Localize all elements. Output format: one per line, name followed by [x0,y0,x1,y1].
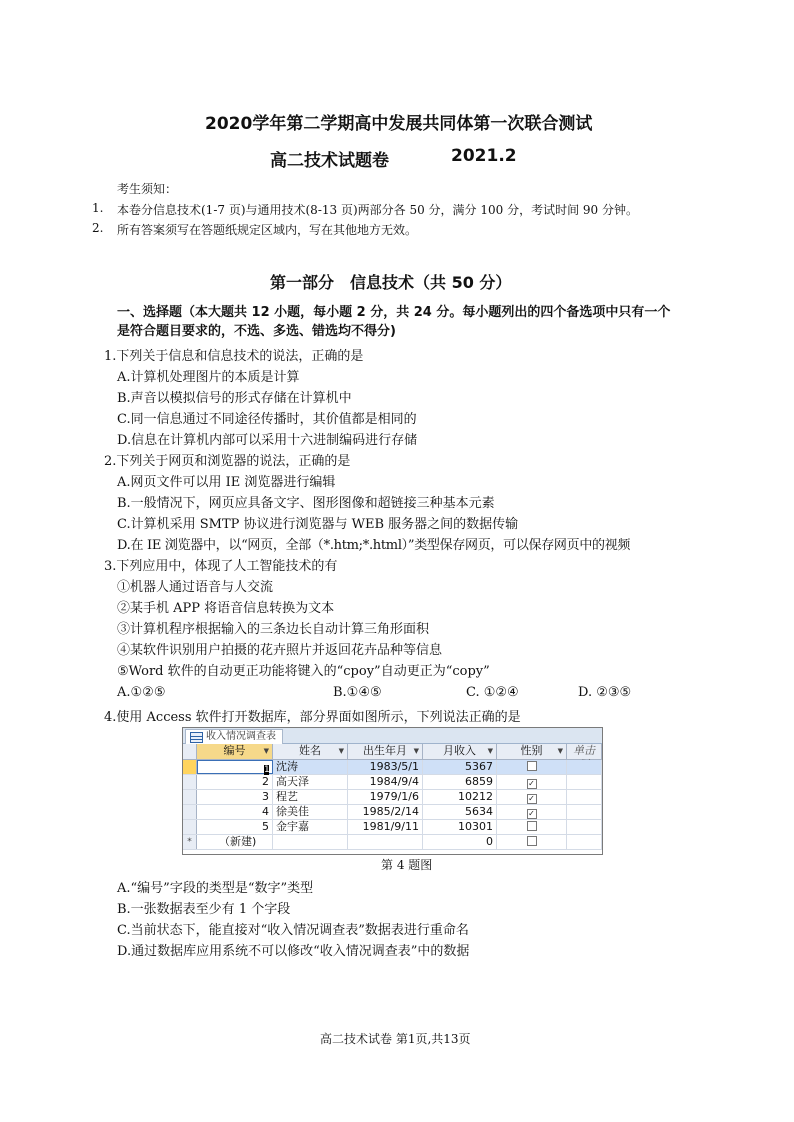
cell-add-field[interactable] [567,805,602,819]
cell-birth[interactable]: 1984/9/4 [348,775,423,789]
cell-birth[interactable]: 1983/5/1 [348,760,423,774]
cell-add-field[interactable] [567,775,602,789]
access-tab-bar [183,728,602,744]
cell-name[interactable]: 徐美佳 [273,805,348,819]
cell-income[interactable]: 10212 [423,790,497,804]
notice-num-2: 2. [92,221,104,235]
cell-add-field[interactable] [567,835,602,849]
q3-stem: 3.下列应用中，体现了人工智能技术的有 [104,559,338,574]
table-row[interactable] [183,775,602,790]
cell-id[interactable]: 2 [197,775,273,789]
cell-income[interactable]: 5634 [423,805,497,819]
figure-caption: 第 4 题图 [381,858,433,872]
q1-option-b: B.声音以模拟信号的形式存储在计算机中 [117,391,352,406]
cell-name[interactable]: 高天泽 [273,775,348,789]
cell-gender[interactable] [497,820,567,834]
cell-id[interactable]: 3 [197,790,273,804]
column-header-gender[interactable]: 性别 ▼ [497,744,567,759]
cell-birth[interactable]: 1979/1/6 [348,790,423,804]
q4-option-a: A.“编号”字段的类型是“数字”类型 [117,881,314,896]
cell-id[interactable]: 4 [197,805,273,819]
cell-new-label[interactable]: （新建) [197,835,273,849]
table-row[interactable] [183,790,602,805]
exam-subtitle: 高二技术试题卷 [270,151,389,171]
gender-checkbox[interactable] [527,836,537,846]
gender-checkbox[interactable]: ✓ [528,779,535,788]
new-record-marker: * [183,835,197,849]
sort-dropdown-icon: ▼ [263,747,269,755]
q3-item-3: ③计算机程序根据输入的三条边长自动计算三角形面积 [117,622,430,637]
access-table-tab[interactable] [185,729,283,744]
record-selector[interactable] [183,820,197,834]
q3-option-b: B.①④⑤ [333,685,382,700]
table-icon [190,732,203,743]
cell-gender[interactable] [497,790,567,804]
gender-checkbox[interactable] [527,821,537,831]
column-header-birth[interactable]: 出生年月 ▼ [348,744,423,759]
sort-dropdown-icon: ▼ [487,747,493,755]
record-selector[interactable] [183,760,197,774]
record-selector[interactable] [183,775,197,789]
datasheet-header-row [183,744,602,760]
section-heading-line1: 一、选择题（本大题共 12 小题，每小题 2 分，共 24 分。每小题列出的四个备选项中只有一个 [117,305,671,320]
column-header-name[interactable]: 姓名 ▼ [273,744,348,759]
cell-name[interactable]: 沈涛 [273,760,348,774]
exam-title: 2020学年第二学期高中发展共同体第一次联合测试 [205,114,593,134]
new-record-row[interactable] [183,835,602,850]
q1-stem: 1.下列关于信息和信息技术的说法，正确的是 [104,349,364,364]
q2-option-c: C.计算机采用 SMTP 协议进行浏览器与 WEB 服务器之间的数据传输 [117,517,519,532]
cell-birth[interactable]: 1981/9/11 [348,820,423,834]
cell-name[interactable]: 程艺 [273,790,348,804]
q1-option-a: A.计算机处理图片的本质是计算 [117,370,300,385]
q3-item-4: ④某软件识别用户拍摄的花卉照片并返回花卉品种等信息 [117,643,443,658]
notice-num-1: 1. [92,201,104,215]
notice-label: 考生须知： [117,182,178,196]
cell-add-field[interactable] [567,760,602,774]
cell-name[interactable] [273,835,348,849]
cell-gender[interactable] [497,760,567,774]
gender-checkbox[interactable] [527,761,537,771]
column-header-income[interactable]: 月收入 ▼ [423,744,497,759]
cell-name[interactable]: 金宇嘉 [273,820,348,834]
notice-item-1: 本卷分信息技术(1-7 页)与通用技术(8-13 页)两部分各 50 分，满分 100 分，考试时间 90 分钟。 [117,203,638,217]
cell-birth[interactable]: 1985/2/14 [348,805,423,819]
cell-gender[interactable] [497,835,567,849]
sort-dropdown-icon: ▼ [413,747,419,755]
cell-add-field[interactable] [567,820,602,834]
column-header-add-field[interactable]: 单击 [567,744,602,759]
gender-checkbox[interactable]: ✓ [528,794,535,803]
q3-item-2: ②某手机 APP 将语音信息转换为文本 [117,601,335,616]
table-row[interactable] [183,805,602,820]
exam-date: 2021.2 [451,146,517,166]
q3-item-1: ①机器人通过语音与人交流 [117,580,274,595]
q3-option-c: C. ①②④ [466,685,519,700]
q4-option-c: C.当前状态下，能直接对“收入情况调查表”数据表进行重命名 [117,923,469,938]
cell-id[interactable]: 5 [197,820,273,834]
cell-gender[interactable] [497,805,567,819]
q4-option-d: D.通过数据库应用系统不可以修改“收入情况调查表”中的数据 [117,944,470,959]
column-header-id[interactable]: 编号 ▼ [197,744,273,759]
q3-option-d: D. ②③⑤ [578,685,632,700]
table-row[interactable] [183,820,602,835]
q1-option-d: D.信息在计算机内部可以采用十六进制编码进行存储 [117,433,418,448]
q2-option-b: B.一般情况下，网页应具备文字、图形图像和超链接三种基本元素 [117,496,495,511]
record-selector[interactable] [183,790,197,804]
cell-income[interactable]: 5367 [423,760,497,774]
record-selector[interactable] [183,805,197,819]
q4-option-b: B.一张数据表至少有 1 个字段 [117,902,291,917]
notice-item-2: 所有答案须写在答题纸规定区域内，写在其他地方无效。 [117,223,418,237]
section-heading-line2: 是符合题目要求的，不选、多选、错选均不得分) [117,324,396,339]
cell-birth[interactable] [348,835,423,849]
sort-dropdown-icon: ▼ [557,747,563,755]
page-footer: 高二技术试卷 第1页,共13页 [320,1032,471,1046]
cell-gender[interactable] [497,775,567,789]
access-table-tab-label: 收入情况调查表 [206,731,276,742]
part-title: 第一部分 信息技术（共 50 分） [270,273,512,292]
q3-item-5: ⑤Word 软件的自动更正功能将键入的“cpoy”自动更正为“copy” [117,664,490,679]
q2-option-d: D.在 IE 浏览器中，以“网页，全部（*.htm;*.html）”类型保存网页，可以保存网页中的视频 [117,538,631,553]
cell-income[interactable]: 0 [423,835,497,849]
cell-income[interactable]: 10301 [423,820,497,834]
cell-id[interactable] [197,760,273,774]
q1-option-c: C.同一信息通过不同途径传播时，其价值都是相同的 [117,412,417,427]
cell-income[interactable]: 6859 [423,775,497,789]
q3-option-a: A.①②⑤ [117,685,166,700]
access-datasheet-window [182,727,603,855]
q4-stem: 4.使用 Access 软件打开数据库，部分界面如图所示，下列说法正确的是 [104,710,521,725]
sort-dropdown-icon: ▼ [338,747,344,755]
gender-checkbox[interactable]: ✓ [528,809,535,818]
edit-cursor: 1 [264,765,270,775]
q2-option-a: A.网页文件可以用 IE 浏览器进行编辑 [117,475,336,490]
select-all-corner[interactable] [183,744,197,759]
table-row[interactable] [183,760,602,775]
cell-add-field[interactable] [567,790,602,804]
q2-stem: 2.下列关于网页和浏览器的说法，正确的是 [104,454,351,469]
